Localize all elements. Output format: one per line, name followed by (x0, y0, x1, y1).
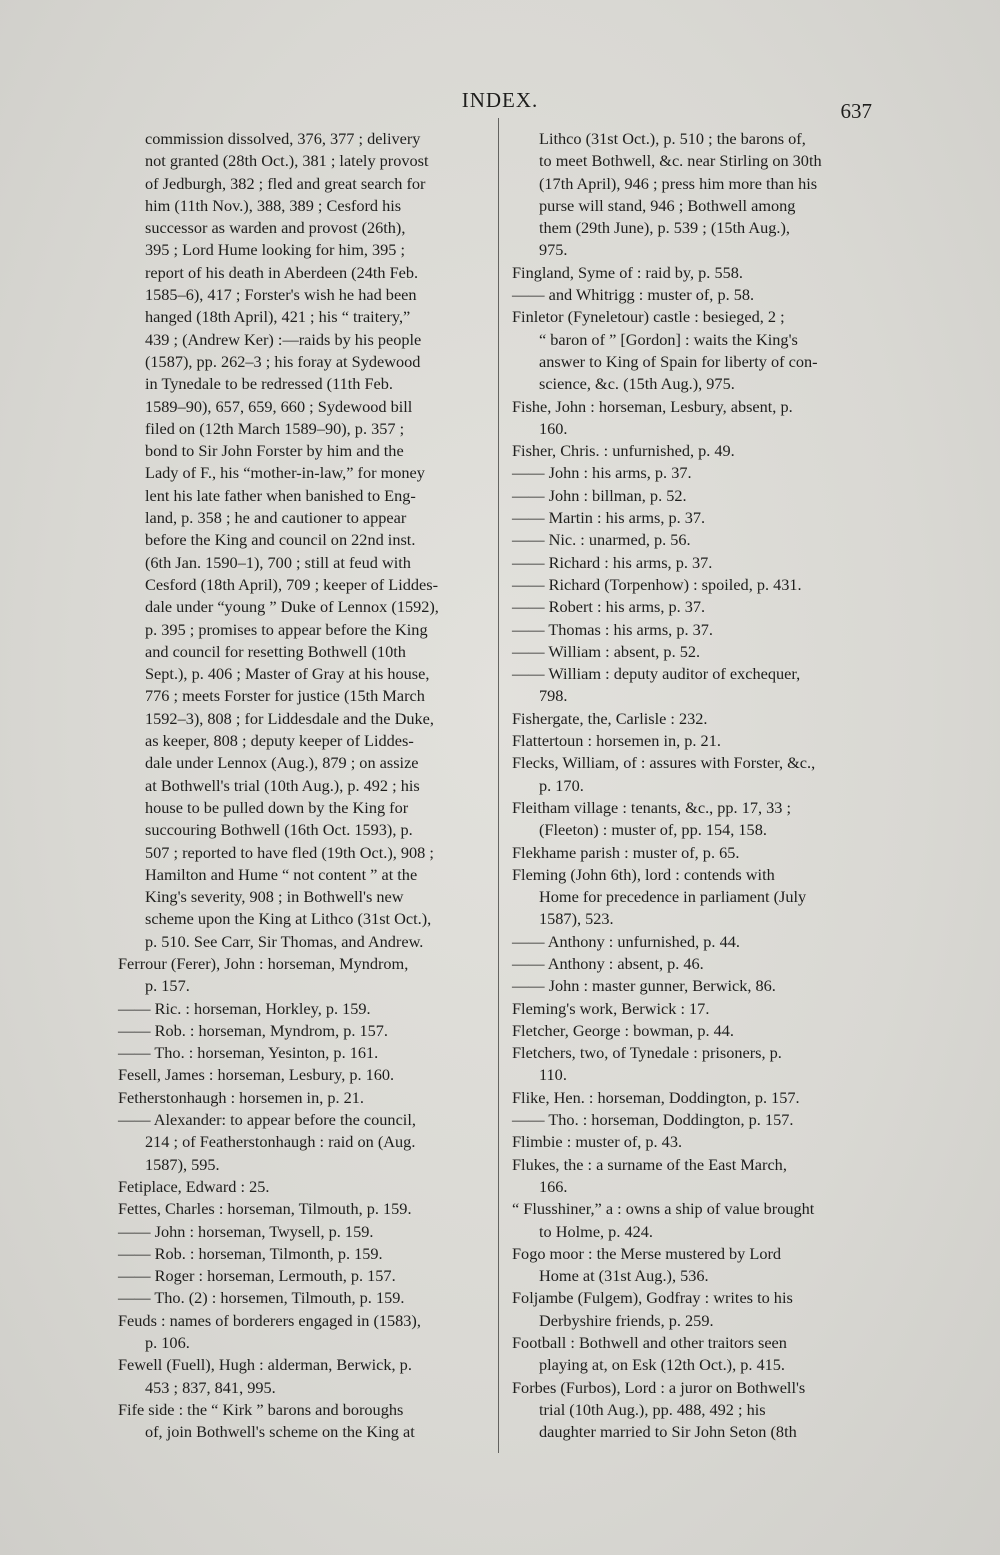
index-line: them (29th June), p. 539 ; (15th Aug.), (539, 218, 790, 238)
index-line: 798. (539, 686, 568, 706)
index-line: Flekhame parish : muster of, p. 65. (512, 842, 740, 862)
index-line: Fogo moor : the Merse mustered by Lord (512, 1243, 782, 1263)
index-line: —— Tho. (2) : horsemen, Tilmouth, p. 159. (118, 1288, 405, 1308)
index-line: Football : Bothwell and other traitors seen (512, 1333, 787, 1353)
index-line: Fletcher, George : bowman, p. 44. (512, 1020, 734, 1040)
index-line: p. 106. (145, 1333, 190, 1353)
index-line: p. 157. (145, 976, 190, 996)
index-line: house to be pulled down by the King for (145, 797, 409, 817)
index-line: —— and Whitrigg : muster of, p. 58. (512, 285, 755, 305)
index-line: (1587), pp. 262–3 ; his foray at Sydewood (145, 351, 421, 371)
index-line: lent his late father when banished to Eng- (145, 485, 416, 505)
index-line: successor as warden and provost (26th), (145, 218, 406, 238)
index-line: —— Anthony : unfurnished, p. 44. (512, 931, 740, 951)
index-line: (Fleeton) : muster of, pp. 154, 158. (539, 820, 767, 840)
index-line: Forbes (Furbos), Lord : a juror on Bothwell's (512, 1377, 806, 1397)
index-line: Fletchers, two, of Tynedale : prisoners, p. (512, 1043, 782, 1063)
index-line: 776 ; meets Forster for justice (15th March (145, 686, 425, 706)
index-line: 507 ; reported to have fled (19th Oct.), 908 ; (145, 842, 434, 862)
index-line: 975. (539, 240, 568, 260)
index-line: —— Thomas : his arms, p. 37. (512, 619, 713, 639)
column-divider (498, 118, 499, 1453)
index-line: 160. (539, 418, 568, 438)
index-line: Lithco (31st Oct.), p. 510 ; the barons of, (539, 129, 806, 148)
index-line: not granted (28th Oct.), 381 ; lately provost (145, 151, 429, 171)
index-line: and council for resetting Bothwell (10th (145, 641, 406, 661)
index-line: —— Richard (Torpenhow) : spoiled, p. 431. (512, 574, 802, 594)
index-line: —— John : his arms, p. 37. (512, 463, 692, 483)
index-line: —— John : master gunner, Berwick, 86. (512, 976, 776, 996)
index-line: at Bothwell's trial (10th Aug.), p. 492 ; his (145, 775, 420, 795)
index-line: 166. (539, 1176, 568, 1196)
index-line: to meet Bothwell, &c. near Stirling on 30th (539, 151, 822, 171)
index-line: of Jedburgh, 382 ; fled and great search for (145, 173, 426, 193)
index-line: —— Richard : his arms, p. 37. (512, 552, 713, 572)
index-line: 1587), 595. (145, 1154, 220, 1174)
index-line: Fishergate, the, Carlisle : 232. (512, 708, 708, 728)
index-line: 453 ; 837, 841, 995. (145, 1377, 276, 1397)
index-line: filed on (12th March 1589–90), p. 357 ; (145, 418, 405, 438)
index-line: p. 395 ; promises to appear before the King (145, 619, 428, 639)
page-number: 637 (840, 99, 872, 123)
index-line: of, join Bothwell's scheme on the King at (145, 1422, 415, 1442)
index-line: Finletor (Fyneletour) castle : besieged, 2 ; (512, 307, 785, 327)
index-line: Derbyshire friends, p. 259. (539, 1310, 714, 1330)
index-line: commission dissolved, 376, 377 ; delivery (145, 129, 421, 148)
index-line: Feuds : names of borderers engaged in (1583), (118, 1310, 421, 1330)
index-line: Fesell, James : horseman, Lesbury, p. 160. (118, 1065, 395, 1085)
index-line: 395 ; Lord Hume looking for him, 395 ; (145, 240, 406, 260)
index-line: 1592–3), 808 ; for Liddesdale and the Duke, (145, 708, 434, 728)
index-line: —— Anthony : absent, p. 46. (512, 953, 704, 973)
index-line: (17th April), 946 ; press him more than his (539, 173, 818, 193)
index-line: succouring Bothwell (16th Oct. 1593), p. (145, 820, 413, 840)
index-line: Hamilton and Hume “ not content ” at the (145, 864, 418, 884)
index-line: Fleming (John 6th), lord : contends with (512, 864, 775, 884)
index-line: p. 510. See Carr, Sir Thomas, and Andrew. (145, 931, 424, 951)
index-line: Flukes, the : a surname of the East March, (512, 1154, 787, 1174)
index-line: land, p. 358 ; he and cautioner to appear (145, 508, 407, 528)
index-line: Fishe, John : horseman, Lesbury, absent, p. (512, 396, 793, 416)
index-line: scheme upon the King at Lithco (31st Oct.), (145, 909, 432, 929)
index-line: —— Martin : his arms, p. 37. (512, 508, 706, 528)
right-column (512, 128, 868, 1444)
index-line: “ baron of ” [Gordon] : waits the King's (539, 329, 798, 349)
index-line: —— Ric. : horseman, Horkley, p. 159. (118, 998, 371, 1018)
left-column (118, 128, 474, 1444)
running-head: INDEX. (461, 88, 539, 112)
index-line: Fewell (Fuell), Hugh : alderman, Berwick, p. (118, 1355, 412, 1375)
index-line: hanged (18th April), 421 ; his “ traitery,” (145, 307, 411, 327)
index-line: —— Robert : his arms, p. 37. (512, 597, 706, 617)
index-line: —— Nic. : unarmed, p. 56. (512, 530, 691, 550)
index-line: daughter married to Sir John Seton (8th (539, 1422, 797, 1442)
index-line: playing at, on Esk (12th Oct.), p. 415. (539, 1355, 785, 1375)
index-line: in Tynedale to be redressed (11th Feb. (145, 374, 393, 394)
index-line: Cesford (18th April), 709 ; keeper of Liddes- (145, 574, 438, 594)
index-line: 439 ; (Andrew Ker) :—raids by his people (145, 329, 422, 349)
index-line: Flike, Hen. : horseman, Doddington, p. 157. (512, 1087, 800, 1107)
index-line: —— John : billman, p. 52. (512, 485, 687, 505)
index-line: to Holme, p. 424. (539, 1221, 653, 1241)
index-line: Sept.), p. 406 ; Master of Gray at his house, (145, 664, 430, 684)
index-line: report of his death in Aberdeen (24th Feb. (145, 262, 419, 282)
index-line: Lady of F., his “mother-in-law,” for money (145, 463, 425, 483)
index-line: before the King and council on 22nd inst. (145, 530, 416, 550)
index-line: —— Rob. : horseman, Myndrom, p. 157. (118, 1020, 388, 1040)
index-line: Flattertoun : horsemen in, p. 21. (512, 731, 721, 751)
index-line: Fife side : the “ Kirk ” barons and boroughs (118, 1399, 404, 1419)
index-line: Flimbie : muster of, p. 43. (512, 1132, 683, 1152)
index-line: Fingland, Syme of : raid by, p. 558. (512, 262, 743, 282)
index-line: “ Flusshiner,” a : owns a ship of value brought (512, 1199, 815, 1219)
index-line: 1587), 523. (539, 909, 614, 929)
index-line: Fleming's work, Berwick : 17. (512, 998, 710, 1018)
index-line: him (11th Nov.), 388, 389 ; Cesford his (145, 195, 402, 215)
index-line: bond to Sir John Forster by him and the (145, 441, 404, 461)
index-line: as keeper, 808 ; deputy keeper of Liddes- (145, 731, 414, 751)
index-line: Fleitham village : tenants, &c., pp. 17, 33 ; (512, 797, 791, 817)
index-line: —— Roger : horseman, Lermouth, p. 157. (118, 1266, 396, 1286)
index-line: —— Rob. : horseman, Tilmonth, p. 159. (118, 1243, 383, 1263)
index-line: 110. (539, 1065, 567, 1085)
index-line: Fisher, Chris. : unfurnished, p. 49. (512, 441, 735, 461)
index-line: —— John : horseman, Twysell, p. 159. (118, 1221, 374, 1241)
index-line: Home for precedence in parliament (July (539, 887, 807, 907)
index-line: Fettes, Charles : horseman, Tilmouth, p. 159. (118, 1199, 412, 1219)
index-line: 214 ; of Featherstonhaugh : raid on (Aug. (145, 1132, 416, 1152)
index-line: —— Alexander: to appear before the council, (118, 1110, 416, 1130)
index-line: 1585–6), 417 ; Forster's wish he had been (145, 285, 417, 305)
index-line: King's severity, 908 ; in Bothwell's new (145, 887, 404, 907)
index-line: Foljambe (Fulgem), Godfray : writes to his (512, 1288, 793, 1308)
index-line: purse will stand, 946 ; Bothwell among (539, 195, 796, 215)
index-line: trial (10th Aug.), pp. 488, 492 ; his (539, 1399, 766, 1419)
index-line: science, &c. (15th Aug.), 975. (539, 374, 735, 394)
index-line: —— William : deputy auditor of exchequer, (512, 664, 801, 684)
index-line: p. 170. (539, 775, 584, 795)
index-line: 1589–90), 657, 659, 660 ; Sydewood bill (145, 396, 413, 416)
index-line: —— Tho. : horseman, Yesinton, p. 161. (118, 1043, 379, 1063)
index-line: (6th Jan. 1590–1), 700 ; still at feud with (145, 552, 411, 572)
index-line: Ferrour (Ferer), John : horseman, Myndrom, (118, 953, 409, 973)
index-line: answer to King of Spain for liberty of con- (539, 351, 818, 371)
index-line: —— William : absent, p. 52. (512, 641, 701, 661)
index-line: Home at (31st Aug.), 536. (539, 1266, 709, 1286)
index-line: Fetherstonhaugh : horsemen in, p. 21. (118, 1087, 364, 1107)
index-line: dale under Lennox (Aug.), 879 ; on assize (145, 753, 419, 773)
index-line: Fetiplace, Edward : 25. (118, 1176, 270, 1196)
index-line: dale under “young ” Duke of Lennox (1592), (145, 597, 439, 617)
index-line: Flecks, William, of : assures with Forster, &c., (512, 753, 816, 773)
index-line: —— Tho. : horseman, Doddington, p. 157. (512, 1110, 794, 1130)
